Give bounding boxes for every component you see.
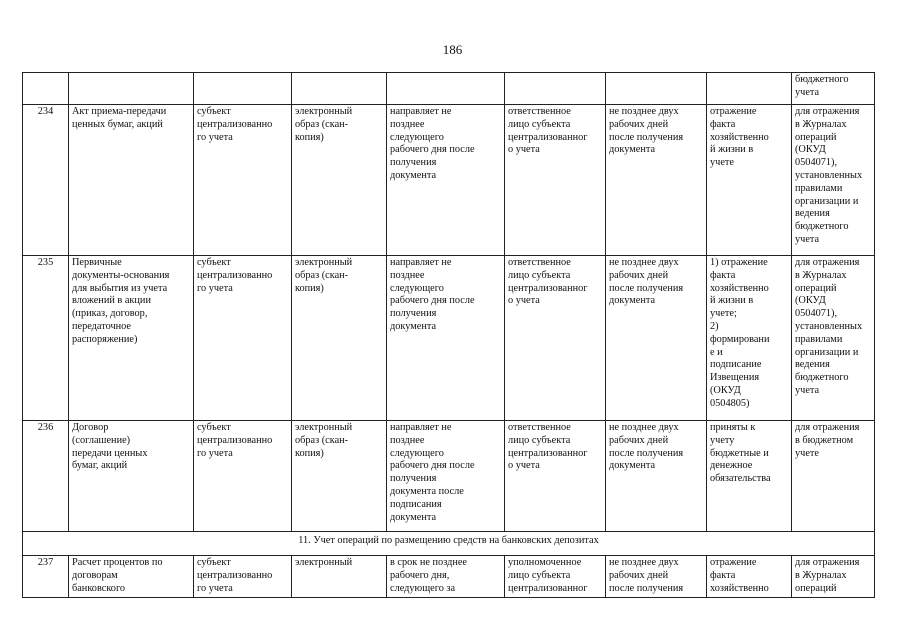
cell-deadline: направляет не позднее следующего рабочего дня после получения документа после подписания документа (387, 421, 505, 532)
section-heading-row (23, 532, 875, 556)
cell-action: отражение факта хозяйственно (707, 556, 792, 598)
cell-recipient: ответственное лицо субъекта централизованног о учета (505, 421, 606, 532)
table-row-continuation (23, 73, 875, 105)
cell-num: 237 (23, 556, 69, 598)
cell-num: 236 (23, 421, 69, 532)
cell-format: электронный образ (скан- копия) (292, 105, 387, 256)
cell-document: Договор (соглашение) передачи ценных бумаг, акций (69, 421, 194, 532)
cell-purpose: бюджетного учета (792, 73, 875, 105)
cell-action: приняты к учету бюджетные и денежное обязательства (707, 421, 792, 532)
cell-document: Акт приема-передачи ценных бумаг, акций (69, 105, 194, 256)
document-table (22, 72, 875, 598)
cell-creator: субъект централизованно го учета (194, 105, 292, 256)
cell-purpose: для отражения в Журналах операций (792, 556, 875, 598)
section-heading: 11. Учет операций по размещению средств на банковских депозитах (23, 532, 875, 556)
cell-processing-term: не позднее двух рабочих дней после получения (606, 556, 707, 598)
cell-recipient: ответственное лицо субъекта централизованног о учета (505, 105, 606, 256)
cell-deadline: направляет не позднее следующего рабочего дня после получения документа (387, 256, 505, 421)
cell-document: Первичные документы-основания для выбытия из учета вложений в акции (приказ, договор, передаточное распоряжение) (69, 256, 194, 421)
cell-creator: субъект централизованно го учета (194, 256, 292, 421)
cell-purpose: для отражения в бюджетном учете (792, 421, 875, 532)
cell-format: электронный образ (скан- копия) (292, 256, 387, 421)
cell-document: Расчет процентов по договорам банковского (69, 556, 194, 598)
cell-action: отражение факта хозяйственно й жизни в учете (707, 105, 792, 256)
cell-processing-term: не позднее двух рабочих дней после получения документа (606, 105, 707, 256)
cell-deadline: в срок не позднее рабочего дня, следующего за (387, 556, 505, 598)
table-row (23, 421, 875, 532)
cell-num: 234 (23, 105, 69, 256)
cell-purpose: для отражения в Журналах операций (ОКУД 0504071), установленных правилами организации и ведения бюджетного учета (792, 256, 875, 421)
cell-recipient: ответственное лицо субъекта централизованног о учета (505, 256, 606, 421)
cell-creator: субъект централизованно го учета (194, 556, 292, 598)
cell-purpose: для отражения в Журналах операций (ОКУД 0504071), установленных правилами организации и ведения бюджетного учета (792, 105, 875, 256)
page-number: 186 (442, 42, 463, 57)
table-row (23, 556, 875, 598)
table-row (23, 105, 875, 256)
table-row (23, 256, 875, 421)
cell-action: 1) отражение факта хозяйственно й жизни в учете; 2) формировани е и подписание Извещения (ОКУД 0504805) (707, 256, 792, 421)
cell-num: 235 (23, 256, 69, 421)
cell-processing-term: не позднее двух рабочих дней после получения документа (606, 421, 707, 532)
cell-num (23, 73, 69, 105)
cell-processing-term: не позднее двух рабочих дней после получения документа (606, 256, 707, 421)
cell-recipient: уполномоченное лицо субъекта централизованног (505, 556, 606, 598)
cell-format: электронный (292, 556, 387, 598)
cell-format: электронный образ (скан- копия) (292, 421, 387, 532)
cell-deadline: направляет не позднее следующего рабочего дня после получения документа (387, 105, 505, 256)
cell-creator: субъект централизованно го учета (194, 421, 292, 532)
